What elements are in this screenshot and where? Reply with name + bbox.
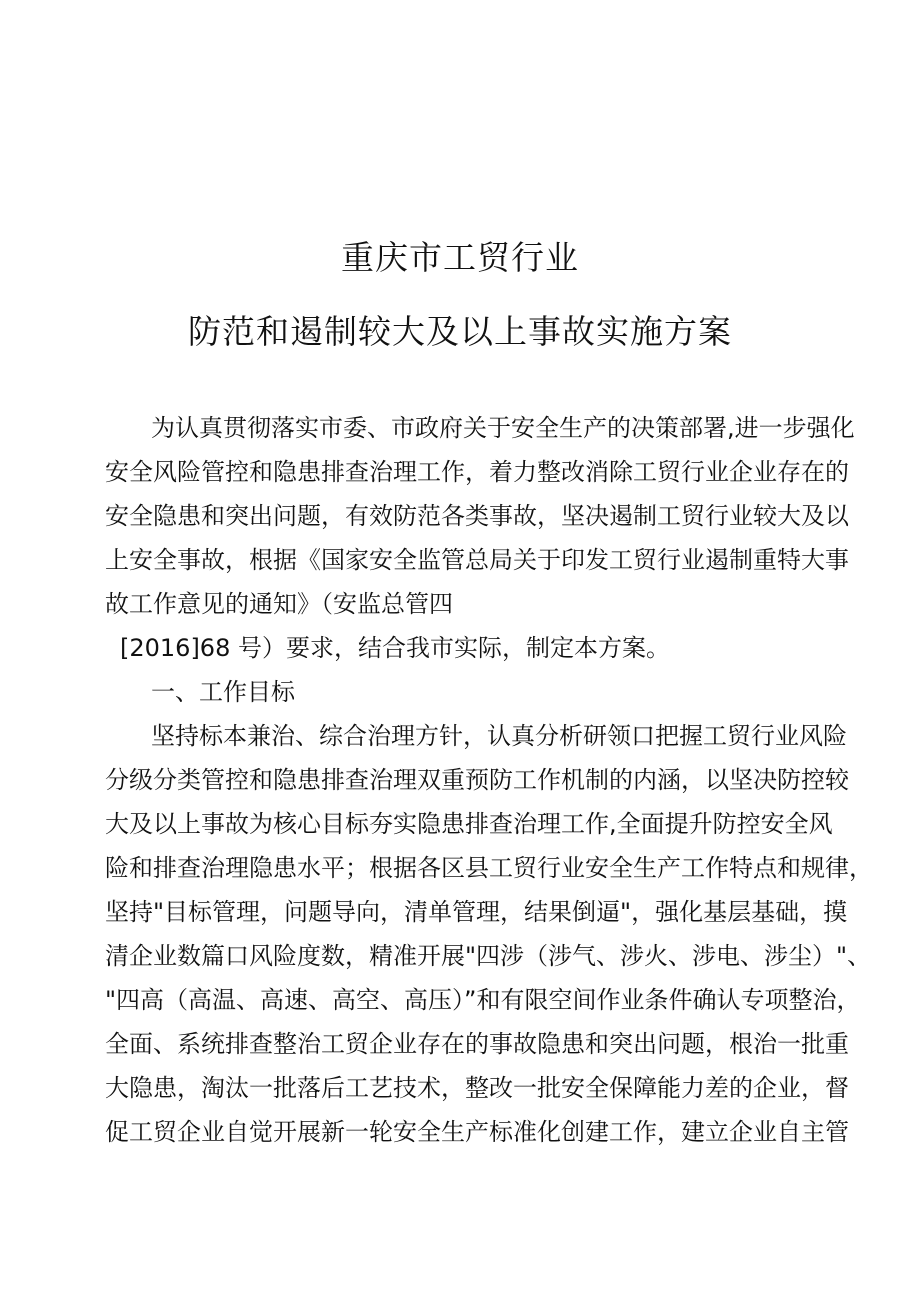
body-line-15: 全面、系统排查整治工贸企业存在的事故隐患和突出问题，根治一批重 xyxy=(105,1030,849,1058)
body-line-5: 故工作意见的通知》（安监总管四 xyxy=(105,590,453,618)
body-line-13: 清企业数篇口风险度数，精准开展"四涉（涉气、涉火、涉电、涉尘）"、 xyxy=(105,942,872,970)
body-line-14: "四高（高温、高速、高空、高压）”和有限空间作业条件确认专项整治， xyxy=(105,986,861,1014)
body-line-10: 大及以上事故为核心目标夯实隐患排查治理工作,全面提升防控安全风 xyxy=(105,810,833,838)
body-line-17: 促工贸企业自觉开展新一轮安全生产标准化创建工作，建立企业自主管 xyxy=(105,1118,849,1146)
body-line-2: 安全风险管控和隐患排查治理工作，着力整改消除工贸行业企业存在的 xyxy=(105,458,849,486)
body-line-6: [2016]68 号）要求，结合我市实际，制定本方案。 xyxy=(120,634,670,662)
document-title-line-1: 重庆市工贸行业 xyxy=(341,238,579,277)
document-title-line-2: 防范和遏制较大及以上事故实施方案 xyxy=(188,312,732,351)
body-line-11: 险和排查治理隐患水平；根据各区县工贸行业安全生产工作特点和规律， xyxy=(105,854,873,882)
body-line-1: 为认真贯彻落实市委、市政府关于安全生产的决策部署,进一步强化 xyxy=(151,414,855,442)
body-line-16: 大隐患，淘汰一批落后工艺技术，整改一批安全保障能力差的企业，督 xyxy=(105,1074,849,1102)
section-heading-work-goals: 一、工作目标 xyxy=(151,678,295,706)
body-line-12: 坚持"目标管理，问题导向，清单管理，结果倒逼"，强化基层基础，摸 xyxy=(105,898,848,926)
body-line-3: 安全隐患和突出问题，有效防范各类事故，坚决遏制工贸行业较大及以 xyxy=(105,502,849,530)
body-line-8: 坚持标本兼治、综合治理方针，认真分析研领口把握工贸行业风险 xyxy=(151,722,847,750)
body-line-9: 分级分类管控和隐患排查治理双重预防工作机制的内涵，以坚决防控较 xyxy=(105,766,849,794)
body-line-4: 上安全事故，根据《国家安全监管总局关于印发工贸行业遏制重特大事 xyxy=(105,546,849,574)
